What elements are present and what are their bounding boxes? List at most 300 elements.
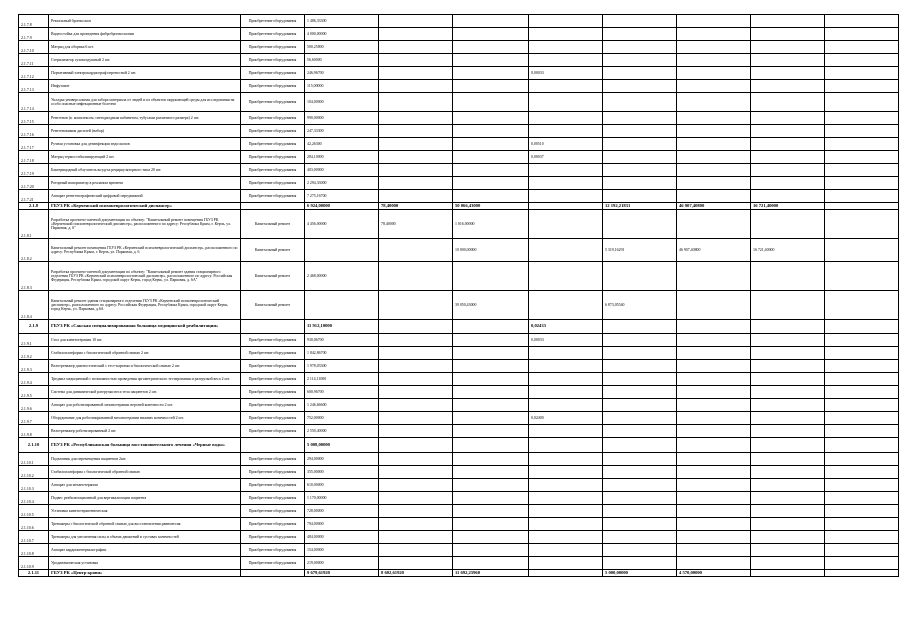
value-col-9 [677,425,751,438]
value-col-4: 294,00000 [305,453,379,466]
value-col-10 [751,505,825,518]
value-col-8 [603,544,677,557]
value-col-9 [677,479,751,492]
value-col-5: 78,40000 [379,210,453,239]
value-col-8 [603,15,677,28]
table-row [19,177,899,190]
value-col-11 [825,466,899,479]
value-col-10 [751,262,825,291]
table-row [19,291,899,320]
value-col-7: 0,00033 [529,67,603,80]
value-col-4: 9 679,61920 [305,570,379,577]
value-col-7 [529,41,603,54]
row-name: Подвес реабилитационный для вертикализации пациента [49,492,241,505]
row-name: Стабилоплатформа с биологической обратной связью 2 шт. [49,347,241,360]
value-col-5 [379,80,453,93]
value-col-9 [677,320,751,334]
row-name: ГБУЗ РК «Керченский психоневрологический диспансер» [49,203,241,210]
value-col-6 [453,320,529,334]
value-col-11 [825,112,899,125]
value-col-4: 355,00000 [305,466,379,479]
value-col-4: 2 294,33000 [305,177,379,190]
row-code: 2.1.7.13 [19,80,49,93]
value-col-9 [677,67,751,80]
row-code: 2.1.9.5 [19,386,49,399]
value-col-10 [751,67,825,80]
row-name: Бактерицидный облучатель воздуха рециркуляторного типа 20 шт. [49,164,241,177]
value-col-9 [677,80,751,93]
value-col-5 [379,54,453,67]
value-col-9 [677,453,751,466]
row-work-type: Приобретение оборудования [241,334,305,347]
row-work-type: Приобретение оборудования [241,347,305,360]
row-work-type: Капитальный ремонт [241,262,305,291]
value-col-9 [677,112,751,125]
value-col-6 [453,399,529,412]
value-col-11 [825,177,899,190]
value-col-4: 1 170,00000 [305,492,379,505]
row-name: ГБУЗ РК «Республиканская больница восстановительного лечения «Черные воды» [49,438,241,453]
value-col-6 [453,41,529,54]
value-col-8 [603,54,677,67]
row-name: Стерилизатор суховоздушный 2 шт. [49,54,241,67]
value-col-9 [677,557,751,570]
table-row [19,518,899,531]
row-code: 2.1.9.3 [19,360,49,373]
value-col-6 [453,138,529,151]
value-col-5 [379,544,453,557]
value-col-4: 2 550,40000 [305,425,379,438]
row-name: Система для динамической разгрузки веса тела пациентов 2 шт. [49,386,241,399]
table-row [19,425,899,438]
value-col-5 [379,320,453,334]
value-col-11 [825,453,899,466]
value-col-4: 500,25800 [305,41,379,54]
row-work-type: Приобретение оборудования [241,177,305,190]
value-col-11 [825,125,899,138]
value-col-6: 1 016,00000 [453,210,529,239]
value-col-5: 78,40000 [379,203,453,210]
value-col-9 [677,360,751,373]
value-col-4: 284,10000 [305,151,379,164]
row-work-type: Приобретение оборудования [241,492,305,505]
value-col-4: 930,06700 [305,334,379,347]
value-col-10 [751,334,825,347]
value-col-6 [453,93,529,112]
value-col-10 [751,557,825,570]
row-name: Видеостойка для проведения фибробронхоскопии [49,28,241,41]
value-col-11 [825,320,899,334]
value-col-11 [825,360,899,373]
value-col-11 [825,412,899,425]
value-col-10 [751,93,825,112]
value-col-11 [825,210,899,239]
table-row [19,466,899,479]
row-code: 2.1.10.8 [19,544,49,557]
value-col-8 [603,399,677,412]
value-col-6 [453,347,529,360]
value-col-6 [453,262,529,291]
value-col-5 [379,412,453,425]
value-col-4: 1 978,03300 [305,360,379,373]
row-code: 2.1.8 [19,203,49,210]
row-code: 2.1.7.19 [19,164,49,177]
value-col-7 [529,28,603,41]
value-col-7 [529,80,603,93]
value-col-10 [751,479,825,492]
row-work-type: Приобретение оборудования [241,93,305,112]
table-row [19,531,899,544]
value-col-8 [603,67,677,80]
value-col-5 [379,399,453,412]
value-col-4: 219,00000 [305,557,379,570]
value-col-5 [379,138,453,151]
value-col-4: 1 486,33300 [305,15,379,28]
value-col-11 [825,438,899,453]
value-col-5 [379,151,453,164]
value-col-10 [751,164,825,177]
row-work-type: Приобретение оборудования [241,518,305,531]
budget-table [18,14,899,577]
value-col-4: 104,00000 [305,93,379,112]
value-col-9 [677,28,751,41]
value-col-11 [825,492,899,505]
value-col-9 [677,15,751,28]
row-code: 2.1.10 [19,438,49,453]
value-col-11 [825,373,899,386]
value-col-8 [603,557,677,570]
value-col-7 [529,479,603,492]
value-col-4: 5 008,00000 [305,438,379,453]
value-col-8 [603,334,677,347]
value-col-10: 16 721,40000 [751,203,825,210]
value-col-6 [453,334,529,347]
value-col-8 [603,412,677,425]
row-code: 2.1.10.7 [19,531,49,544]
value-col-5 [379,373,453,386]
value-col-9 [677,291,751,320]
value-col-5 [379,177,453,190]
row-work-type: Капитальный ремонт [241,210,305,239]
section-row [19,438,899,453]
value-col-7 [529,492,603,505]
value-col-7 [529,291,603,320]
value-col-6 [453,54,529,67]
table-row [19,262,899,291]
row-name: Оборудование для роботизированной механотерапии нижних конечностей 2 шт. [49,412,241,425]
value-col-6 [453,412,529,425]
value-col-7 [529,93,603,112]
value-col-9 [677,177,751,190]
value-col-5 [379,360,453,373]
value-col-6 [453,190,529,203]
value-col-6 [453,373,529,386]
value-col-5 [379,239,453,262]
value-col-10 [751,466,825,479]
table-row [19,386,899,399]
value-col-8 [603,466,677,479]
value-col-8 [603,479,677,492]
row-work-type: Приобретение оборудования [241,41,305,54]
table-row [19,28,899,41]
value-col-4: 794,00000 [305,518,379,531]
value-col-10 [751,570,825,577]
value-col-7 [529,466,603,479]
row-work-type: Приобретение оборудования [241,80,305,93]
row-work-type: Приобретение оборудования [241,151,305,164]
value-col-7 [529,386,603,399]
value-col-11 [825,138,899,151]
value-col-6 [453,518,529,531]
value-col-6 [453,425,529,438]
row-code: 2.1.7.18 [19,151,49,164]
row-name: Разработка проектно-сметной документации по объекту: "Капитальный ремонт помещения ГБУЗ РК «Керченский психоневрологический диспансер», расположенного по адресу: Республика Крым, г. Керчь, ул. Парковая, д. 6" [49,210,241,239]
value-col-7 [529,203,603,210]
value-col-10 [751,54,825,67]
row-work-type: Приобретение оборудования [241,112,305,125]
row-name: Ректальный бронхоскоп [49,15,241,28]
row-work-type [241,570,305,577]
table-row [19,93,899,112]
row-work-type: Приобретение оборудования [241,138,305,151]
value-col-8 [603,320,677,334]
value-col-4: 610,00000 [305,479,379,492]
value-col-5 [379,531,453,544]
row-name: Тренажеры для увеличения силы и объема движений в суставах конечностей [49,531,241,544]
value-col-8 [603,505,677,518]
value-col-6: 39 050,43000 [453,291,529,320]
table-row [19,239,899,262]
row-name: ГБУЗ РК «Центр крови» [49,570,241,577]
value-col-10 [751,210,825,239]
value-col-10 [751,399,825,412]
row-code: 2.1.8.4 [19,291,49,320]
table-row [19,15,899,28]
value-col-11 [825,386,899,399]
value-col-9 [677,334,751,347]
value-col-10 [751,386,825,399]
row-name: Тредмил медицинский с возможностью проведения эргометрического тестирования и разгрузкой веса 2 шт. [49,373,241,386]
value-col-9 [677,54,751,67]
row-name: Аппарат для роботизированной механотерапии верхней конечности 2 шт. [49,399,241,412]
value-col-5 [379,28,453,41]
value-col-4: 4 000,00000 [305,28,379,41]
value-col-4: 1 246,66600 [305,399,379,412]
value-col-6 [453,505,529,518]
value-col-7 [529,531,603,544]
value-col-5 [379,334,453,347]
value-col-11 [825,15,899,28]
table-row [19,80,899,93]
value-col-4: 1 842,86700 [305,347,379,360]
row-work-type: Приобретение оборудования [241,412,305,425]
row-work-type: Приобретение оборудования [241,28,305,41]
value-col-7 [529,425,603,438]
value-col-6 [453,151,529,164]
row-code: 2.1.9.1 [19,334,49,347]
value-col-11 [825,557,899,570]
row-name: Роторный вапоризатор в реальном времени [49,177,241,190]
value-col-6 [453,67,529,80]
value-col-4: 600,96700 [305,386,379,399]
row-code: 2.1.8.2 [19,239,49,262]
value-col-8 [603,425,677,438]
row-code: 2.1.10.2 [19,466,49,479]
row-work-type: Приобретение оборудования [241,531,305,544]
value-col-8 [603,453,677,466]
row-work-type: Приобретение оборудования [241,479,305,492]
row-code: 2.1.9.8 [19,425,49,438]
value-col-9 [677,138,751,151]
value-col-11 [825,531,899,544]
value-col-11 [825,347,899,360]
value-col-4: 42,26300 [305,138,379,151]
value-col-8 [603,360,677,373]
table-row [19,399,899,412]
value-col-11 [825,67,899,80]
value-col-10 [751,125,825,138]
value-col-6 [453,112,529,125]
value-col-6 [453,531,529,544]
table-row [19,54,899,67]
value-col-7 [529,239,603,262]
row-code: 2.1.7.9 [19,28,49,41]
table-row [19,164,899,177]
value-col-4 [305,239,379,262]
row-name: Рентгенов (к. комплексом, светодиодным кабинетом, тубусами различного размера) 2 шт. [49,112,241,125]
value-col-9 [677,151,751,164]
value-col-11 [825,544,899,557]
value-col-10 [751,80,825,93]
row-name: Матрац для оборвка 6 шт. [49,41,241,54]
row-work-type: Приобретение оборудования [241,399,305,412]
row-name: Аппарат для механотерапии [49,479,241,492]
value-col-11 [825,93,899,112]
row-work-type: Приобретение оборудования [241,373,305,386]
value-col-10 [751,347,825,360]
row-code: 2.1.10.9 [19,557,49,570]
value-col-7 [529,505,603,518]
row-code: 2.1.9.4 [19,373,49,386]
value-col-8: 5 319,16291 [603,239,677,262]
value-col-5 [379,479,453,492]
value-col-5 [379,505,453,518]
value-col-8 [603,262,677,291]
value-col-8 [603,531,677,544]
value-col-6: 10 000,00000 [453,239,529,262]
row-name: Аппарат кардиоинтервалографии [49,544,241,557]
value-col-8 [603,41,677,54]
value-col-5 [379,386,453,399]
value-col-10 [751,190,825,203]
value-col-10 [751,544,825,557]
table-row [19,334,899,347]
row-code: 2.1.9 [19,320,49,334]
row-name: Аппарат рентгенографический цифровой передвижной [49,190,241,203]
value-col-7 [529,373,603,386]
value-col-8 [603,518,677,531]
table-row [19,479,899,492]
value-col-4: 6 924,00000 [305,203,379,210]
row-name: Рентгенокимия дисплей (набор) [49,125,241,138]
value-col-4: 752,00000 [305,412,379,425]
row-code: 2.1.10.6 [19,518,49,531]
row-name: Матрац термостабилизирующий 2 шт. [49,151,241,164]
value-col-4: 247,33300 [305,125,379,138]
value-col-6 [453,453,529,466]
row-name: Разработка проектно-сметной документации по объекту: "Капитальный ремонт здания стационарного отделения ГБУЗ РК «Керченский психоневрологический диспансер», расположенного по адресу: Российская Федерация, Республика Крым, городской округ Керчь, город Керчь, ул. Парковая, д. 6А" [49,262,241,291]
table-row [19,41,899,54]
value-col-9 [677,125,751,138]
table-row [19,151,899,164]
table-row [19,347,899,360]
value-col-10 [751,453,825,466]
value-col-10 [751,28,825,41]
value-col-7: 0,02400 [529,412,603,425]
value-col-8 [603,190,677,203]
value-col-9 [677,505,751,518]
value-col-5 [379,262,453,291]
value-col-9 [677,531,751,544]
value-col-7 [529,112,603,125]
value-col-10: 16 721,40000 [751,239,825,262]
value-col-9 [677,492,751,505]
section-row [19,320,899,334]
value-col-6 [453,164,529,177]
value-col-6 [453,479,529,492]
value-col-11 [825,28,899,41]
value-col-5 [379,15,453,28]
value-col-9: 46 907,40800 [677,239,751,262]
row-code: 2.1.10.4 [19,492,49,505]
value-col-8 [603,164,677,177]
value-col-7: 0,00033 [529,334,603,347]
row-code: 2.1.7.21 [19,190,49,203]
value-col-8 [603,492,677,505]
row-code: 2.1.8.3 [19,262,49,291]
value-col-5 [379,164,453,177]
value-col-9 [677,93,751,112]
value-col-5 [379,438,453,453]
value-col-7 [529,190,603,203]
value-col-7: 0,00037 [529,151,603,164]
row-work-type: Приобретение оборудования [241,190,305,203]
value-col-10 [751,41,825,54]
value-col-9 [677,190,751,203]
table-row [19,453,899,466]
table-row [19,67,899,80]
value-col-11 [825,239,899,262]
value-col-9 [677,373,751,386]
value-col-4: 7 275,16700 [305,190,379,203]
row-name: Ручная установка для дезинфекции эндоскопов [49,138,241,151]
value-col-4: 403,00000 [305,164,379,177]
row-work-type: Приобретение оборудования [241,505,305,518]
value-col-10 [751,320,825,334]
row-name: Капитальный ремонт здания стационарного отделения ГБУЗ РК «Керченский психоневрологический диспансер», расположенного по адресу: Российская Федерация, Республика Крым, городской округ Керчь, город Керчь, ул. Парковая, д.6А [49,291,241,320]
table-row [19,210,899,239]
value-col-6 [453,125,529,138]
row-work-type: Приобретение оборудования [241,125,305,138]
row-name: Велотренажер роботизированный 2 шт. [49,425,241,438]
value-col-11 [825,291,899,320]
section-row [19,570,899,577]
table-row [19,505,899,518]
value-col-8 [603,438,677,453]
value-col-7 [529,347,603,360]
value-col-5 [379,190,453,203]
row-name: Тренажеры с биологической обратной связью для восстановления равновесия [49,518,241,531]
